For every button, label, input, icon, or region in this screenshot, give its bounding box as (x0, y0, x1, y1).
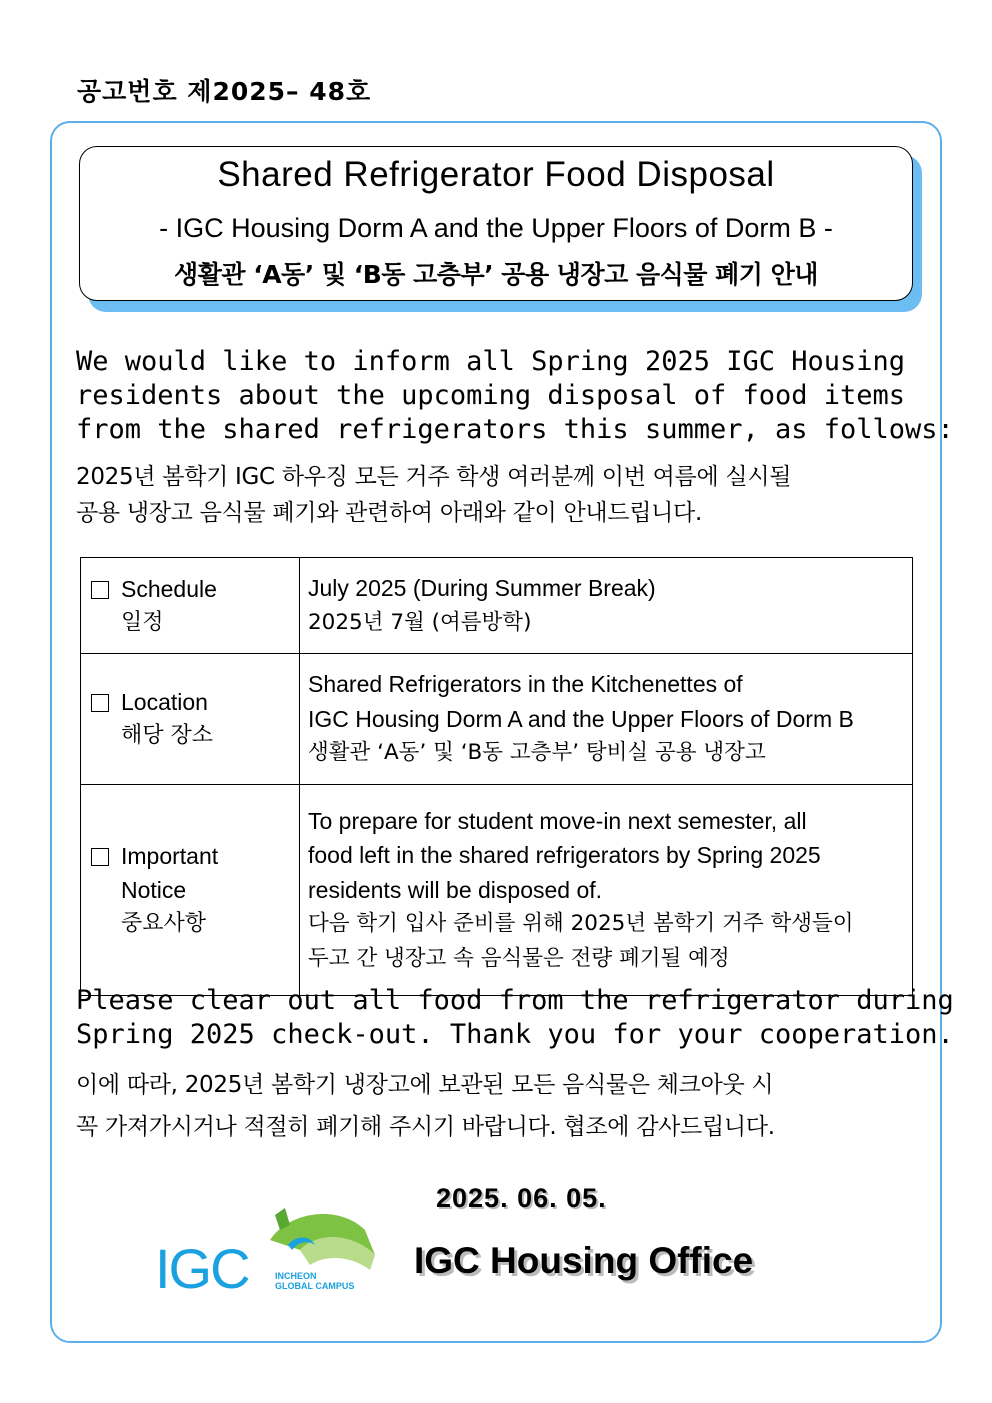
location-label-cell (81, 654, 300, 785)
title-korean: 생활관 ‘A동’ 및 ‘B동 고층부’ 공용 냉장고 음식물 폐기 안내 (174, 260, 818, 289)
notice-en-3: residents will be disposed of. (308, 876, 603, 903)
table-row-schedule (81, 558, 913, 654)
notice-en-1: To prepare for student move-in next semester, all (308, 807, 807, 834)
closing-en-line: Please clear out all food from the refrigerator during (76, 985, 954, 1016)
schedule-kr: 2025년 7월 (여름방학) (308, 609, 532, 635)
title-english: Shared Refrigerator Food Disposal (217, 155, 775, 194)
notice-kr-1: 다음 학기 입사 준비를 위해 2025년 봄학기 거주 학생들이 (308, 911, 854, 937)
intro-en-line: from the shared refrigerators this summer, as follows: (76, 414, 954, 445)
notice-label-en-1: Important (121, 843, 219, 869)
schedule-label-kr: 일정 (121, 609, 164, 635)
intro-en-line: We would like to inform all Spring 2025 IGC Housing (76, 346, 906, 377)
igc-logo-mark: IGC (155, 1237, 249, 1300)
location-label-kr: 해당 장소 (121, 723, 214, 748)
location-kr: 생활관 ‘A동’ 및 ‘B동 고층부’ 탕비실 공용 냉장고 (308, 740, 766, 766)
intro-kr-line: 2025년 봄학기 IGC 하우징 모든 거주 학생 여러분께 이번 여름에 실시될 (76, 464, 792, 490)
closing-korean (76, 1064, 916, 1148)
location-label-en: Location (121, 689, 208, 715)
checkbox-icon (91, 694, 109, 712)
schedule-label-en: Schedule (121, 575, 217, 602)
notice-label-cell (81, 785, 300, 996)
table-row-notice (81, 785, 913, 996)
schedule-en: July 2025 (During Summer Break) (308, 575, 656, 601)
title-subtitle: - IGC Housing Dorm A and the Upper Floors of Dorm B - (159, 213, 833, 243)
intro-korean (76, 459, 916, 531)
intro-english (76, 345, 954, 447)
location-content-cell (300, 654, 913, 785)
closing-english (76, 984, 954, 1052)
notice-kr-2: 두고 간 냉장고 속 음식물은 전량 폐기될 예정 (308, 945, 730, 971)
checkbox-icon (91, 848, 109, 866)
igc-logo-caption (275, 1271, 354, 1291)
location-en-1: Shared Refrigerators in the Kitchenettes of (308, 671, 743, 698)
notice-en-2: food left in the shared refrigerators by Spring 2025 (308, 842, 821, 869)
notice-label-kr: 중요사항 (121, 911, 207, 936)
schedule-content-cell (300, 558, 913, 654)
title-box (79, 146, 913, 301)
closing-kr-line: 꼭 가져가시거나 적절히 폐기해 주시기 바랍니다. 협조에 감사드립니다. (76, 1114, 775, 1140)
notice-content-cell (300, 785, 913, 996)
logo-line1: INCHEON (275, 1271, 317, 1281)
table-row-location (81, 654, 913, 785)
notice-number: 공고번호 제2025– 48호 (77, 77, 372, 106)
office-name: IGC Housing Office (414, 1240, 754, 1281)
location-en-2: IGC Housing Dorm A and the Upper Floors of Dorm B (308, 705, 854, 732)
intro-en-line: residents about the upcoming disposal of food items (76, 380, 906, 411)
closing-kr-line: 이에 따라, 2025년 봄학기 냉장고에 보관된 모든 음식물은 체크아웃 시 (76, 1072, 774, 1098)
schedule-label-cell (81, 558, 300, 654)
intro-kr-line: 공용 냉장고 음식물 폐기와 관련하여 아래와 같이 안내드립니다. (76, 500, 702, 526)
info-table (80, 557, 913, 996)
campus-building-icon (270, 1208, 375, 1270)
notice-date: 2025. 06. 05. (436, 1183, 607, 1213)
logo-line2: GLOBAL CAMPUS (275, 1281, 355, 1291)
checkbox-icon (91, 581, 109, 599)
closing-en-line: Spring 2025 check-out. Thank you for your cooperation. (76, 1019, 954, 1050)
notice-label-en-2: Notice (121, 877, 187, 903)
